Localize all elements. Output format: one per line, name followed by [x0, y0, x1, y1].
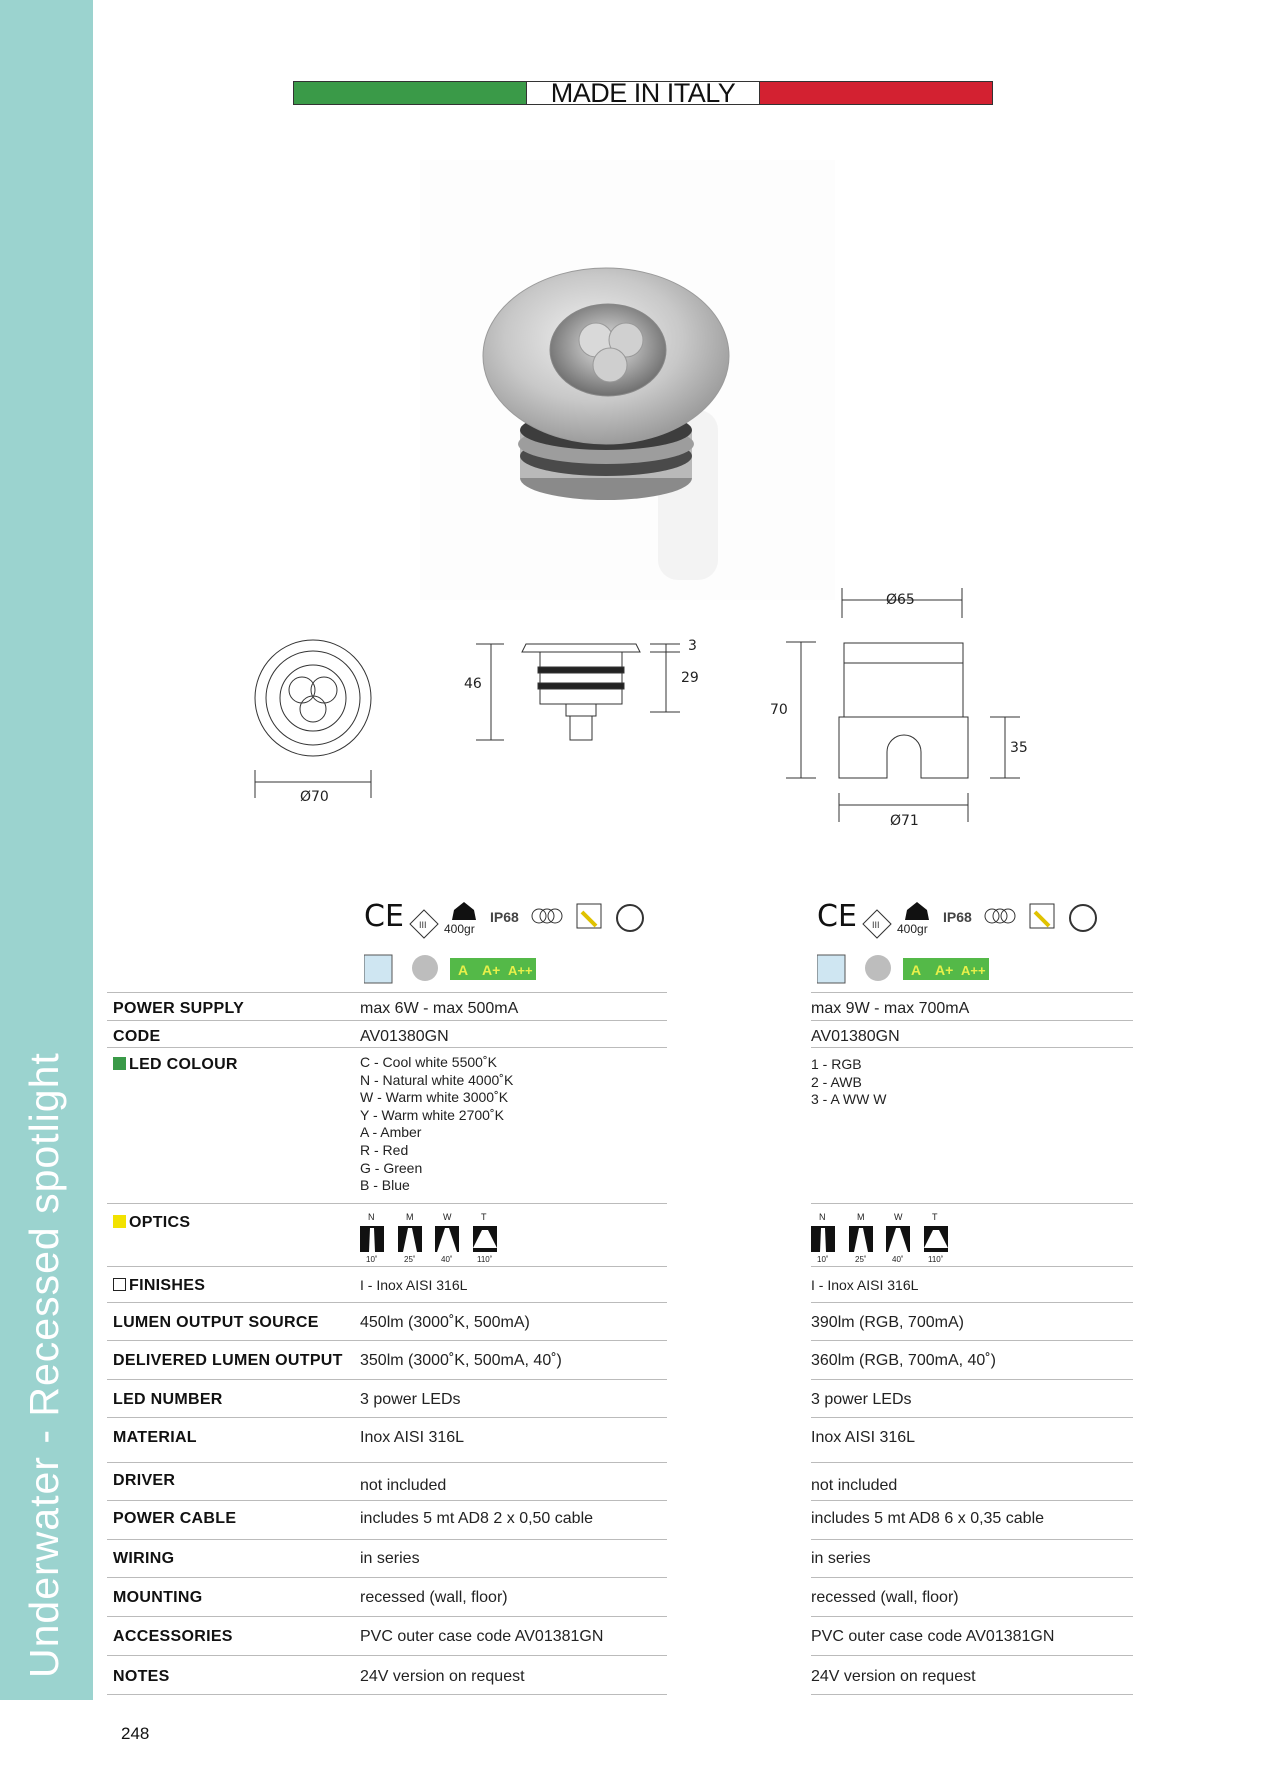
svg-text:T: T [932, 1212, 938, 1222]
weight-label-right: 400gr [897, 922, 928, 936]
svg-text:25˚: 25˚ [404, 1255, 416, 1264]
svg-text:A++: A++ [508, 963, 533, 978]
dim-case-bottom-diameter: Ø71 [890, 813, 919, 829]
svg-text:A: A [458, 962, 469, 978]
wiring-left: in series [360, 1550, 420, 1567]
ip-label: IP68 [490, 909, 519, 925]
svg-text:25˚: 25˚ [855, 1255, 867, 1264]
svg-text:A++: A++ [961, 963, 986, 978]
label-optics: OPTICS [129, 1214, 191, 1231]
power-cable-right: includes 5 mt AD8 6 x 0,35 cable [811, 1510, 1045, 1527]
dim-case-notch: 35 [1010, 740, 1028, 756]
driver-left: not included [360, 1477, 447, 1494]
mounting-left: recessed (wall, floor) [360, 1589, 508, 1606]
delivered-lumen-output-right: 360lm (RGB, 700mA, 40˚) [811, 1352, 996, 1369]
svg-text:W: W [894, 1212, 903, 1222]
finishes-square [113, 1278, 126, 1291]
label-power-cable: POWER CABLE [113, 1510, 237, 1527]
notes-left: 24V version on request [360, 1668, 525, 1685]
material-left: Inox AISI 316L [360, 1429, 465, 1446]
svg-text:110˚: 110˚ [477, 1255, 493, 1264]
dim-body: 29 [681, 670, 699, 686]
optics-icons-left [360, 1212, 500, 1266]
svg-text:M: M [857, 1212, 865, 1222]
weight-label: 400gr [444, 922, 475, 936]
label-delivered-lumen-output: DELIVERED LUMEN OUTPUT [113, 1352, 343, 1369]
led-number-right: 3 power LEDs [811, 1391, 912, 1408]
label-wiring: WIRING [113, 1550, 175, 1567]
label-power-supply: POWER SUPPLY [113, 1000, 245, 1017]
sidebar [0, 0, 93, 1700]
code-left: AV01380GN [360, 1028, 449, 1045]
accessories-left: PVC outer case code AV01381GN [360, 1628, 604, 1645]
finishes-left: I - Inox AISI 316L [360, 1277, 468, 1293]
label-accessories: ACCESSORIES [113, 1628, 233, 1645]
led-colours-left: C - Cool white 5500˚K N - Natural white 4000˚K W - Warm white 3000˚K Y - Warm white 2700˚K A - Amber R - Red G - Green B - Blue [360, 1054, 514, 1194]
lumen-output-source-left: 450lm (3000˚K, 500mA) [360, 1314, 530, 1331]
cert-icons-left [364, 898, 664, 1003]
svg-text:CE: CE [364, 899, 404, 934]
svg-text:W: W [443, 1212, 452, 1222]
svg-text:CE: CE [817, 899, 857, 934]
svg-text:10˚: 10˚ [817, 1255, 829, 1264]
label-finishes: FINISHES [129, 1277, 206, 1294]
dim-case-top-diameter: Ø65 [886, 592, 915, 608]
power-cable-left: includes 5 mt AD8 2 x 0,50 cable [360, 1510, 594, 1527]
svg-text:III: III [872, 920, 880, 930]
label-lumen-output-source: LUMEN OUTPUT SOURCE [113, 1314, 319, 1331]
svg-text:M: M [406, 1212, 414, 1222]
lumen-output-source-right: 390lm (RGB, 700mA) [811, 1314, 964, 1331]
dim-top-diameter: Ø70 [300, 789, 329, 805]
svg-text:40˚: 40˚ [441, 1255, 453, 1264]
label-led-colour: LED COLOUR [129, 1056, 238, 1073]
label-material: MATERIAL [113, 1429, 197, 1446]
dim-case-height: 70 [770, 702, 788, 718]
dim-height-total: 46 [464, 676, 482, 692]
code-right: AV01380GN [811, 1028, 900, 1045]
delivered-lumen-output-left: 350lm (3000˚K, 500mA, 40˚) [360, 1352, 562, 1369]
svg-text:A+: A+ [935, 962, 954, 978]
svg-text:N: N [819, 1212, 826, 1222]
label-driver: DRIVER [113, 1472, 176, 1489]
power-supply-left: max 6W - max 500mA [360, 1000, 519, 1017]
flag-red [760, 82, 992, 104]
banner-text: MADE IN ITALY [526, 82, 760, 104]
notes-right: 24V version on request [811, 1668, 976, 1685]
made-in-italy-banner [293, 78, 993, 108]
label-code: CODE [113, 1028, 161, 1045]
label-mounting: MOUNTING [113, 1589, 203, 1606]
svg-text:A+: A+ [482, 962, 501, 978]
flag-green [294, 82, 526, 104]
svg-text:10˚: 10˚ [366, 1255, 378, 1264]
ip-label-right: IP68 [943, 909, 972, 925]
svg-text:T: T [481, 1212, 487, 1222]
page-number: 248 [121, 1724, 150, 1743]
svg-text:N: N [368, 1212, 375, 1222]
svg-text:40˚: 40˚ [892, 1255, 904, 1264]
optics-square [113, 1215, 126, 1228]
accessories-right: PVC outer case code AV01381GN [811, 1628, 1055, 1645]
sidebar-title: Underwater - Recessed spotlight [21, 1052, 67, 1678]
finishes-right: I - Inox AISI 316L [811, 1277, 919, 1293]
led-colour-square [113, 1057, 126, 1070]
svg-text:III: III [419, 920, 427, 930]
power-supply-right: max 9W - max 700mA [811, 1000, 970, 1017]
product-photo [420, 160, 835, 600]
label-led-number: LED NUMBER [113, 1391, 223, 1408]
svg-text:A: A [911, 962, 922, 978]
led-colours-right: 1 - RGB 2 - AWB 3 - A WW W [811, 1056, 887, 1108]
material-right: Inox AISI 316L [811, 1429, 916, 1446]
dim-flange: 3 [688, 638, 697, 654]
driver-right: not included [811, 1477, 898, 1494]
cert-icons-right [817, 898, 1117, 1003]
mounting-right: recessed (wall, floor) [811, 1589, 959, 1606]
optics-icons-right [811, 1212, 951, 1266]
led-number-left: 3 power LEDs [360, 1391, 461, 1408]
label-notes: NOTES [113, 1668, 170, 1685]
wiring-right: in series [811, 1550, 871, 1567]
svg-text:110˚: 110˚ [928, 1255, 944, 1264]
